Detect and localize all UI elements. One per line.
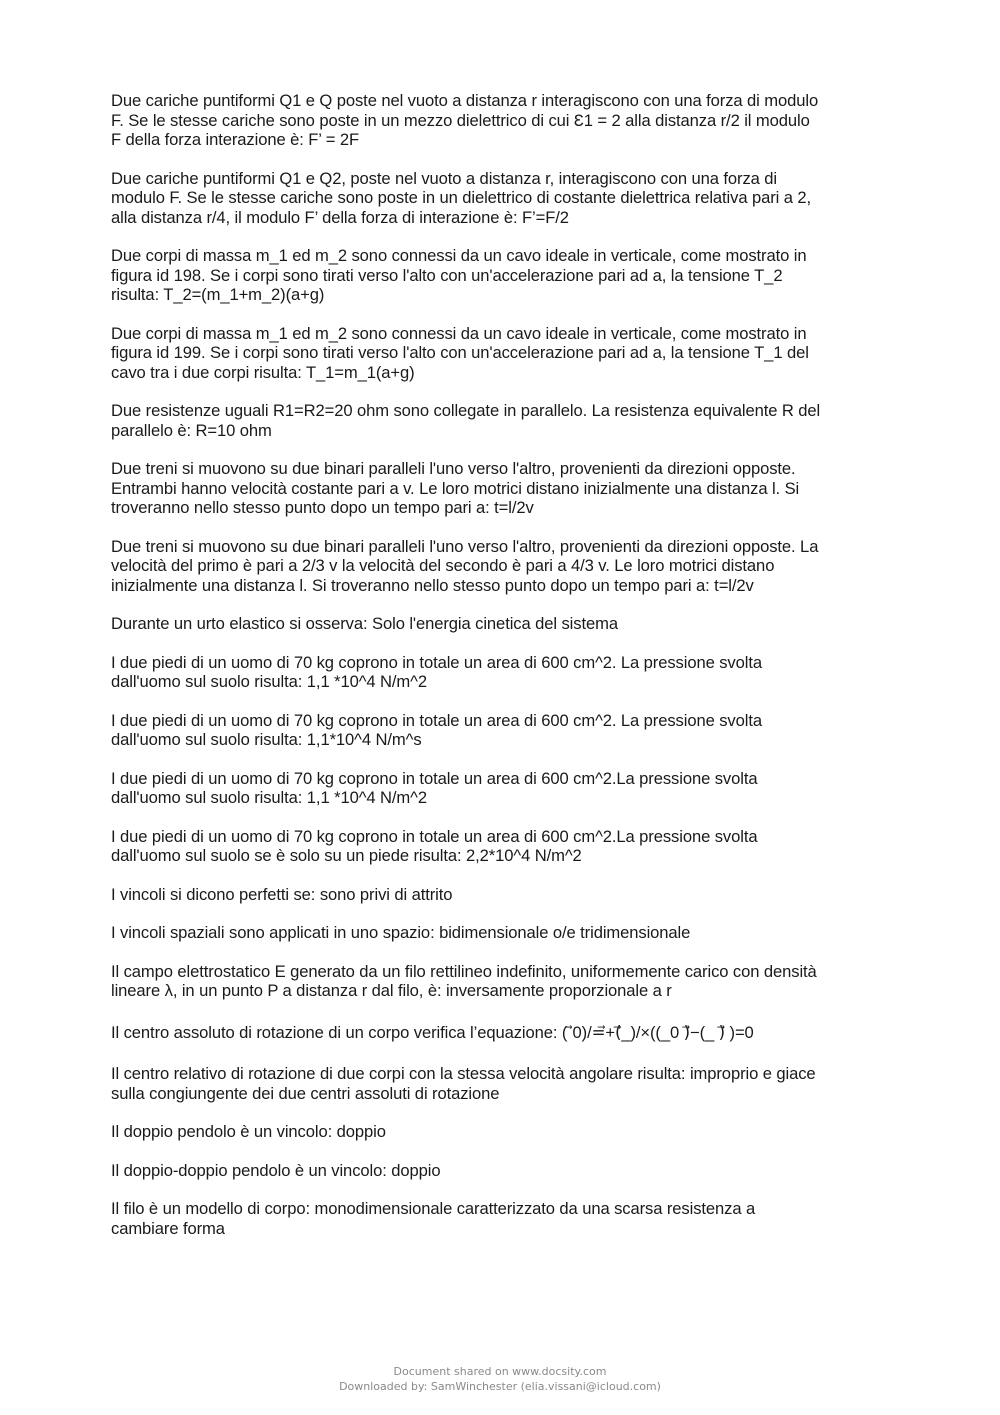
qa-item: Due cariche puntiformi Q1 e Q2, poste nel vuoto a distanza r, interagiscono con una forza di modulo F. Se le stesse cariche sono poste in un dielettrico di costante dielettrica relativa pari a 2, alla distanza r/4, il modulo F’ della forza di interazione è: F’=F/2 — [111, 168, 812, 227]
qa-item: Il doppio-doppio pendolo è un vincolo: doppio — [111, 1160, 441, 1180]
qa-item: Due treni si muovono su due binari paralleli l'uno verso l'altro, provenienti da direzioni opposte. La velocità del primo è pari a 2/3 v la velocità del secondo è pari a 4/3 v. Le loro motrici distano inizialmente una distanza l. Si troveranno nello stesso punto dopo un tempo pari a: t=l/2v — [111, 536, 819, 595]
qa-item: Due corpi di massa m_1 ed m_2 sono connessi da un cavo ideale in verticale, come mostrato in figura id 198. Se i corpi sono tirati verso l'alto con un'accelerazione pari ad a, la tensione T_2 risulta: T_2=(m_1+m_2)(a+g) — [111, 246, 807, 304]
qa-item: I due piedi di un uomo di 70 kg coprono in totale un area di 600 cm^2. La pressione svolta dall'uomo sul suolo risulta: 1,1 *10^4 N/m^2 — [111, 652, 762, 691]
qa-item: Il doppio pendolo è un vincolo: doppio — [111, 1122, 386, 1141]
qa-item: I due piedi di un uomo di 70 kg coprono in totale un area di 600 cm^2.La pressione svolta dall'uomo sul suolo risulta: 1,1 *10^4 N/m^2 — [111, 768, 758, 807]
qa-item: I vincoli si dicono perfetti se: sono privi di attrito — [111, 884, 453, 904]
qa-item: Due resistenze uguali R1=R2=20 ohm sono collegate in parallelo. La resistenza equivalente R del parallelo è: R=10 ohm — [111, 401, 821, 440]
footer-downloaded-line: Downloaded by: SamWinchester (elia.vissani@icloud.com) — [339, 1380, 661, 1393]
document-body — [111, 91, 901, 1257]
qa-item: I due piedi di un uomo di 70 kg coprono in totale un area di 600 cm^2. La pressione svolta dall'uomo sul suolo risulta: 1,1*10^4 N/m^s — [111, 710, 762, 749]
footer-shared-line: Document shared on www.docsity.com — [393, 1365, 607, 1378]
qa-item: I due piedi di un uomo di 70 kg coprono in totale un area di 600 cm^2.La pressione svolta dall'uomo sul suolo se è solo su un piede risulta: 2,2*10^4 N/m^2 — [111, 826, 758, 865]
qa-item: Il campo elettrostatico E generato da un filo rettilineo indefinito, uniformemente carico con densità lineare λ, in un punto P a distanza r dal filo, è: inversamente proporzionale a r — [111, 961, 817, 1000]
qa-item: Il centro assoluto di rotazione di un corpo verifica l’equazione: ( ⃗0)/=⃗+(⃗_)/×((_0 )⃗−(_ )⃗ )=0 — [111, 1022, 754, 1042]
qa-item: Durante un urto elastico si osserva: Solo l'energia cinetica del sistema — [111, 614, 618, 633]
qa-item: Il centro relativo di rotazione di due corpi con la stessa velocità angolare risulta: improprio e giace sulla congiungente dei due centri assoluti di rotazione — [111, 1064, 816, 1103]
qa-item: Due cariche puntiformi Q1 e Q poste nel vuoto a distanza r interagiscono con una forza di modulo F. Se le stesse cariche sono poste in un mezzo dielettrico di cui Ɛ1 = 2 alla distanza r/2 il modulo F della forza interazione è: F’ = 2F — [111, 91, 819, 149]
qa-item: Due corpi di massa m_1 ed m_2 sono connessi da un cavo ideale in verticale, come mostrato in figura id 199. Se i corpi sono tirati verso l'alto con un'accelerazione pari ad a, la tensione T_1 del cavo tra i due corpi risulta: T_1=m_1(a+g) — [111, 323, 809, 382]
qa-item: Due treni si muovono su due binari paralleli l'uno verso l'altro, provenienti da direzioni opposte. Entrambi hanno velocità costante pari a v. Le loro motrici distano inizialmente una distanza l. Si troveranno nello stesso punto dopo un tempo pari a: t=l/2v — [111, 459, 800, 517]
page-footer — [0, 1364, 1000, 1394]
qa-item: I vincoli spaziali sono applicati in uno spazio: bidimensionale o/e tridimensionale — [111, 923, 691, 942]
qa-item: Il filo è un modello di corpo: monodimensionale caratterizzato da una scarsa resistenza a cambiare forma — [111, 1199, 756, 1238]
